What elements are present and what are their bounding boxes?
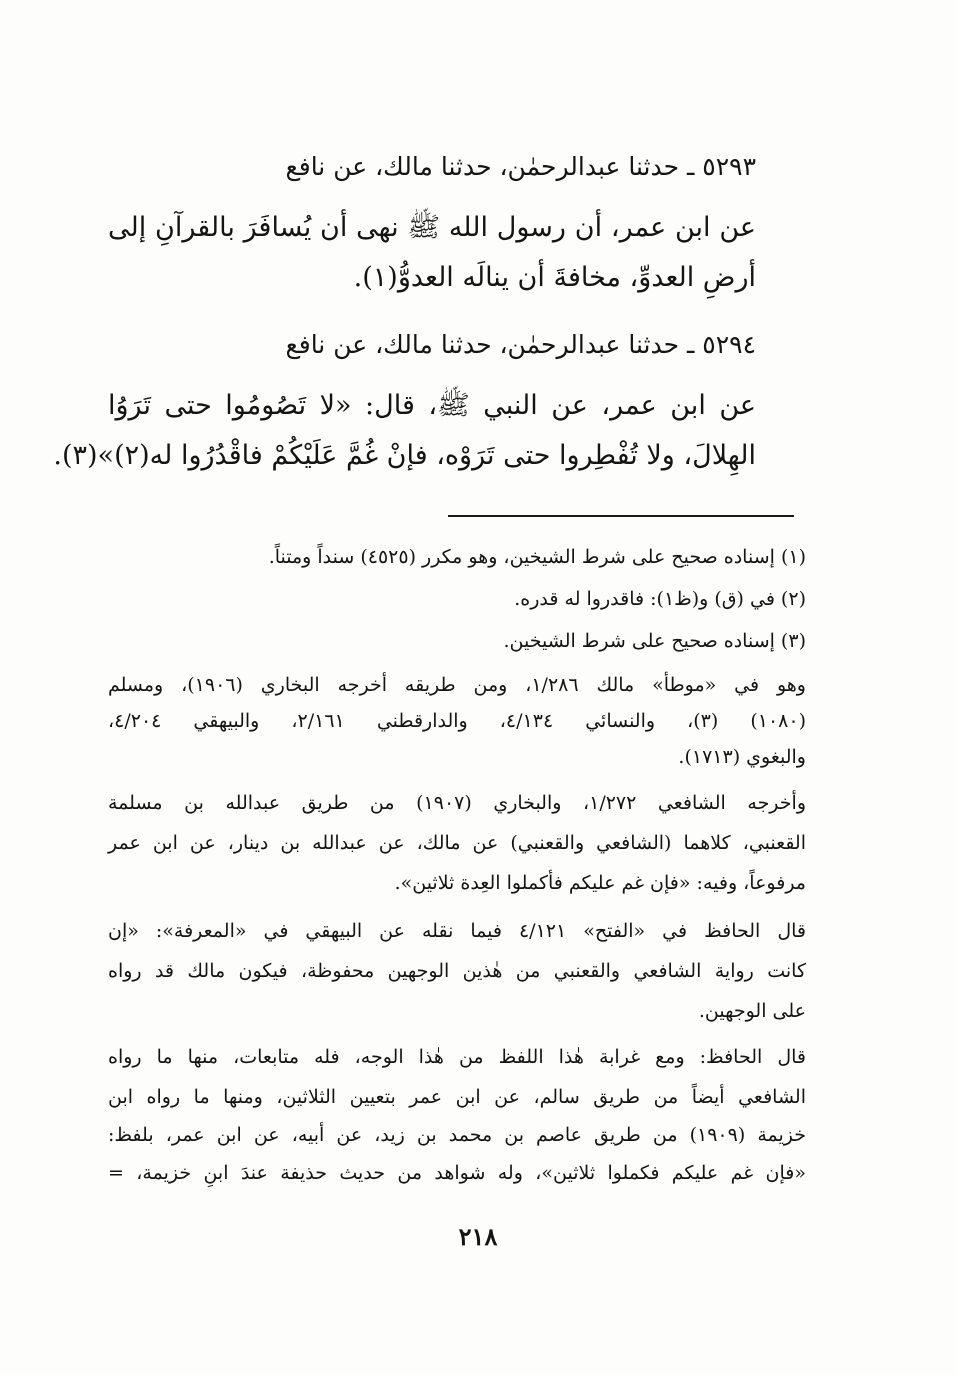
footnote-paragraph-1-line-2: (١٠٨٠) (٣)، والنسائي ٤/١٣٤، والدارقطني ٢/١٦١، والبيهقي ٤/٢٠٤، [108, 710, 807, 732]
footnote-paragraph-4-line-3: خزيمة (١٩٠٩) من طريق عاصم بن محمد بن زيد، عن أبيه، عن ابن عمر، بلفظ: [108, 1124, 807, 1146]
page-number: ٢١٨ [458, 1222, 498, 1251]
footnote-paragraph-3-line-3: على الوجهين. [698, 1000, 806, 1022]
footnote-3: (٣) إسناده صحيح على شرط الشيخين. [503, 630, 806, 652]
footnote-paragraph-4-line-1: قال الحافظ: ومع غرابة هٰذا اللفظ من هٰذا الوجه، فله متابعات، منها ما رواه [108, 1046, 806, 1068]
hadith-5293-chain: ٥٢٩٣ ـ حدثنا عبدالرحمٰن، حدثنا مالك، عن نافع [285, 152, 756, 181]
footnote-paragraph-2-line-3: مرفوعاً، وفيه: «فإن غم عليكم فأكملوا العِدة ثلاثين». [394, 872, 806, 894]
footnote-paragraph-1-line-3: والبغوي (١٧١٣). [678, 746, 806, 768]
hadith-5294-text-line-1: عن ابن عمر، عن النبي ﷺ، قال: «لا تَصُومُوا حتى تَرَوُا [108, 390, 756, 421]
hadith-5293-text-line-1: عن ابن عمر، أن رسول الله ﷺ نهى أن يُسافَرَ بالقرآنِ إلى [108, 212, 756, 243]
footnote-paragraph-2-line-1: وأخرجه الشافعي ١/٢٧٢، والبخاري (١٩٠٧) من طريق عبدالله بن مسلمة [108, 792, 806, 814]
hadith-5293-text-line-2: أرضِ العدوِّ، مخافةَ أن ينالَه العدوُّ(١). [353, 262, 756, 293]
footnote-paragraph-2-line-2: القعنبي، كلاهما (الشافعي والقعنبي) عن مالك، عن عبدالله بن دينار، عن ابن عمر [108, 832, 806, 854]
footnote-paragraph-4-line-2: الشافعي أيضاً من طريق سالم، عن ابن عمر بتعيين الثلاثين، ومنها ما رواه ابن [108, 1086, 806, 1108]
footnote-2: (٢) في (ق) و(ظ١): فاقدروا له قدره. [514, 588, 806, 610]
footnote-paragraph-3-line-1: قال الحافظ في «الفتح» ٤/١٢١ فيما نقله عن البيهقي في «المعرفة»: «إن [108, 920, 806, 942]
hadith-5294-chain: ٥٢٩٤ ـ حدثنا عبدالرحمٰن، حدثنا مالك، عن نافع [285, 330, 756, 359]
footnote-separator [448, 515, 794, 517]
hadith-5294-text-line-2: الهِلالَ، ولا تُفْطِروا حتى تَرَوْه، فإنْ غُمَّ عَلَيْكُمْ فاقْدُرُوا له(٢)»(٣). [53, 440, 756, 471]
footnote-1: (١) إسناده صحيح على شرط الشيخين، وهو مكرر (٤٥٢٥) سنداً ومتناً. [268, 546, 806, 568]
footnote-paragraph-1-line-1: وهو في «موطأ» مالك ١/٢٨٦، ومن طريقه أخرجه البخاري (١٩٠٦)، ومسلم [108, 674, 806, 696]
footnote-paragraph-4-line-4: «فإن غم عليكم فكملوا ثلاثين»، وله شواهد من حديث حذيفة عندَ ابنِ خزيمة، = [108, 1162, 806, 1184]
footnote-paragraph-3-line-2: كانت رواية الشافعي والقعنبي من هٰذين الوجهين محفوظة، فيكون مالك قد رواه [108, 960, 806, 982]
